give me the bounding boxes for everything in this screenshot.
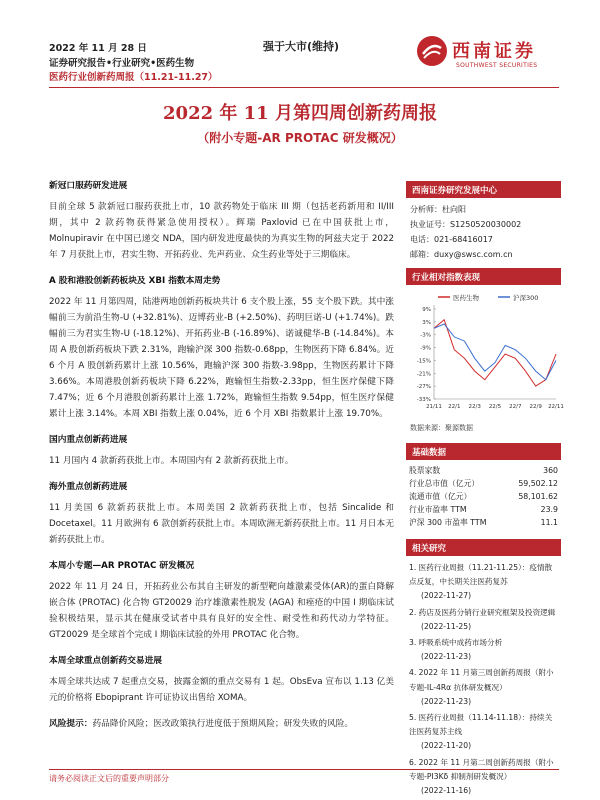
analyst-info bbox=[406, 198, 561, 262]
x-tick-label: 22/1 bbox=[448, 404, 461, 410]
fundamentals-value: 59,502.12 bbox=[518, 479, 558, 488]
related-research-item[interactable] bbox=[409, 666, 559, 709]
related-research-date: (2022-11-25) bbox=[421, 621, 472, 631]
industry-rating: 强于大市(维持) bbox=[263, 40, 340, 53]
fundamentals-label: 沪深 300 市盈率 TTM bbox=[409, 518, 487, 527]
fundamentals-label: 行业市盈率 TTM bbox=[409, 505, 467, 514]
analyst-phone: 电话：021-68416017 bbox=[410, 235, 493, 244]
y-tick-label: -9% bbox=[420, 345, 431, 352]
related-research-item[interactable] bbox=[409, 636, 559, 664]
section-body: 11 月美国 6 款新药获批上市。本周美国 2 款新药获批上市，包括 Sincalide 和 Docetaxel。11 月欧洲有 6 款创新药获批上市。本周欧洲无新药获批上市。11 月日本无新药获批上市。 bbox=[49, 503, 394, 545]
section-topic bbox=[49, 558, 394, 643]
chart-header: 行业相对指数表现 bbox=[406, 268, 561, 285]
research-team-header: 西南证券研究发展中心 bbox=[406, 181, 561, 198]
footer-divider bbox=[49, 769, 559, 770]
fundamentals-label: 流通市值（亿元） bbox=[409, 492, 472, 501]
y-tick-label: -21% bbox=[416, 371, 431, 378]
related-research-title: 6. 2022 年 11 月第二周创新药周报（附小专题-PI3Kδ 抑制剂研发概况） bbox=[409, 757, 554, 781]
section-overseas bbox=[49, 479, 394, 548]
report-subtitle: （附小专题-AR PROTAC 研发概况） bbox=[197, 131, 403, 145]
y-tick-label: -27% bbox=[416, 384, 431, 391]
y-tick-label: 9% bbox=[422, 307, 431, 313]
section-covid bbox=[49, 178, 394, 263]
section-body: 11 月国内 4 款新药获批上市。本周国内有 2 款新药获批上市。 bbox=[49, 456, 294, 466]
chart-svg bbox=[406, 287, 564, 417]
related-research-list bbox=[406, 556, 561, 798]
section-deals bbox=[49, 653, 394, 706]
report-date: 2022 年 11 月 28 日 bbox=[49, 43, 147, 54]
main-content bbox=[49, 178, 394, 732]
header-divider bbox=[49, 87, 559, 88]
related-research-title: 4. 2022 年 11 月第三周创新药周报（附小专题-IL-4Rα 抗体研发概况） bbox=[409, 668, 554, 692]
related-research-date: (2022-11-27) bbox=[421, 591, 472, 601]
x-tick-label: 22/5 bbox=[488, 404, 502, 410]
report-title: 2022 年 11 月第四周创新药周报 bbox=[163, 103, 437, 124]
related-research-date: (2022-11-23) bbox=[421, 696, 472, 706]
risk-text: 药品降价风险；医改政策执行进度低于预期风险；研发失败的风险。 bbox=[92, 719, 354, 729]
section-heading: 新冠口服药研发进展 bbox=[49, 181, 128, 191]
fundamentals-table bbox=[406, 464, 561, 529]
x-tick-label: 22/11 bbox=[548, 404, 564, 410]
fundamentals-value: 11.1 bbox=[540, 518, 558, 527]
section-domestic bbox=[49, 432, 394, 469]
section-body: 2022 年 11 月第四周，陆港两地创新药板块共计 6 支个股上涨，55 支个股下跌。其中涨幅前三为前沿生物-U (+32.81%)、迈博药业-B (+2.50%)、药明巨诺-U (+1.74%)。跌幅前三为君实生物-U (-18.12%)、开拓药业-B (-16.89%)、诺诚健华-B (-14.84%)。本周 A 股创新药板块下跌 2.31%，跑输沪深 300 指数-0.68pp，生物医药下降 6.84%。近 6 个月 A 股创新药累计上涨 10.56%，跑输沪深 300 指数-3.98pp，生物医药累计下降 3.66%。本周港股创新药板块下降 6.22%，跑输恒生指数-2.33pp，恒生医疗保健下降 7.47%；近 6 个月港股创新药累计上涨 1.72%，跑输恒生指数 9.54pp，恒生医疗保健累计上涨 3.14%。本周 XBI 指数上涨 0.04%，近 6 个月 XBI 指数累计上涨 19.70%。 bbox=[49, 297, 394, 419]
y-tick-label: -3% bbox=[420, 332, 431, 339]
report-category: 证券研究报告•行业研究•医药生物 bbox=[49, 58, 195, 69]
x-tick-label: 21/11 bbox=[426, 404, 442, 410]
related-research-date: (2022-11-16) bbox=[421, 786, 472, 796]
section-market bbox=[49, 273, 394, 422]
analyst-email[interactable]: 邮箱：duxy@swsc.com.cn bbox=[410, 250, 513, 259]
risk-warning bbox=[49, 716, 394, 732]
report-series: 医药行业创新药周报（11.21-11.27） bbox=[49, 72, 218, 83]
legend-label: 沪深300 bbox=[513, 294, 539, 302]
y-tick-label: -33% bbox=[416, 397, 431, 403]
related-research-date: (2022-11-23) bbox=[421, 652, 472, 662]
section-heading: 本周小专题—AR PROTAC 研发概况 bbox=[49, 561, 195, 571]
fundamentals-label: 股票家数 bbox=[409, 466, 441, 475]
y-tick-label: -15% bbox=[416, 358, 431, 365]
relative-index-chart bbox=[406, 285, 564, 421]
fundamentals-row bbox=[406, 503, 561, 516]
fundamentals-value: 360 bbox=[543, 466, 558, 475]
related-research-title: 5. 医药行业周报（11.14-11.18）：持续关注医药复苏主线 bbox=[409, 713, 553, 737]
section-heading: 本周全球重点创新药交易进展 bbox=[49, 656, 162, 666]
related-research-item[interactable] bbox=[409, 711, 559, 754]
x-tick-label: 22/3 bbox=[468, 404, 481, 410]
related-research-title: 1. 医药行业周报（11.21-11.25）：疫情散点反复，中长期关注医药复苏 bbox=[409, 563, 553, 587]
related-research-title: 3. 呼吸系统中成药市场分析 bbox=[409, 638, 503, 648]
related-research-date: (2022-11-20) bbox=[421, 741, 472, 751]
related-research-title: 2. 药店及医药分销行业研究框架及投资逻辑 bbox=[409, 607, 556, 617]
legend-label: 医药生物 bbox=[453, 294, 479, 302]
x-tick-label: 22/9 bbox=[529, 404, 542, 410]
fundamentals-label: 行业总市值（亿元） bbox=[409, 479, 480, 488]
chart-source: 数据来源：聚源数据 bbox=[410, 424, 473, 432]
fundamentals-row bbox=[406, 477, 561, 490]
section-heading: A 股和港股创新药板块及 XBI 指数本周走势 bbox=[49, 276, 221, 286]
related-research-header: 相关研究 bbox=[406, 539, 561, 556]
section-body: 本周全球共达成 7 起重点交易，披露金额的重点交易有 1 起。ObsEva 宣布以 1.13 亿美元的价格将 Ebopiprant 许可证协议出售给 XOMA。 bbox=[49, 677, 394, 703]
company-logo-icon bbox=[417, 36, 447, 66]
footer-disclaimer: 请务必阅读正文后的重要声明部分 bbox=[49, 774, 169, 783]
fundamentals-value: 23.9 bbox=[540, 505, 558, 514]
fundamentals-row bbox=[406, 490, 561, 503]
section-body: 2022 年 11 月 24 日，开拓药业公布其自主研发的新型靶向雄激素受体(AR)的蛋白降解嵌合体 (PROTAC) 化合物 GT20029 治疗雄激素性脱发 (AGA) 和痤疮的中国 I 期临床试验积极结果，显示其在健康受试者中具有良好的安全性、耐受性和药代动力学特征。GT20029 是全球首个完成 I 期临床试验的外用 PROTAC 化合物。 bbox=[49, 582, 394, 640]
fundamentals-value: 58,101.62 bbox=[518, 492, 558, 501]
company-name-en: SOUTHWEST SECURITIES bbox=[456, 62, 538, 69]
analyst-name: 分析师：杜向阳 bbox=[410, 205, 466, 214]
related-research-item[interactable] bbox=[409, 756, 559, 799]
analyst-license: 执业证号：S1250520030002 bbox=[410, 220, 522, 229]
y-tick-label: 3% bbox=[422, 319, 431, 326]
sidebar bbox=[406, 181, 564, 800]
section-heading: 海外重点创新药进展 bbox=[49, 482, 128, 492]
company-name-cn: 西南证券 bbox=[452, 41, 536, 62]
fundamentals-row bbox=[406, 516, 561, 529]
series-line bbox=[434, 324, 556, 380]
related-research-item[interactable] bbox=[409, 561, 559, 604]
series-line bbox=[434, 320, 556, 386]
related-research-item[interactable] bbox=[409, 606, 559, 634]
section-heading: 国内重点创新药进展 bbox=[49, 435, 128, 445]
fundamentals-header: 基础数据 bbox=[406, 443, 561, 460]
section-body: 目前全球 5 款新冠口服药获批上市，10 款药物处于临床 III 期（包括老药新用和 II/III 期，其中 2 款药物获得紧急使用授权）。辉瑞 Paxlovid 已在中国获批上市，Molnupiravir 在中国已递交 NDA，国内研发进度最快的为真实生物的阿兹夫定于 2022 年 7 月获批上市，君实生物、开拓药业、先声药业、众生药业等处于三期临床。 bbox=[49, 202, 394, 260]
risk-label: 风险提示： bbox=[49, 719, 93, 729]
x-tick-label: 22/7 bbox=[509, 404, 522, 410]
fundamentals-row bbox=[406, 464, 561, 477]
